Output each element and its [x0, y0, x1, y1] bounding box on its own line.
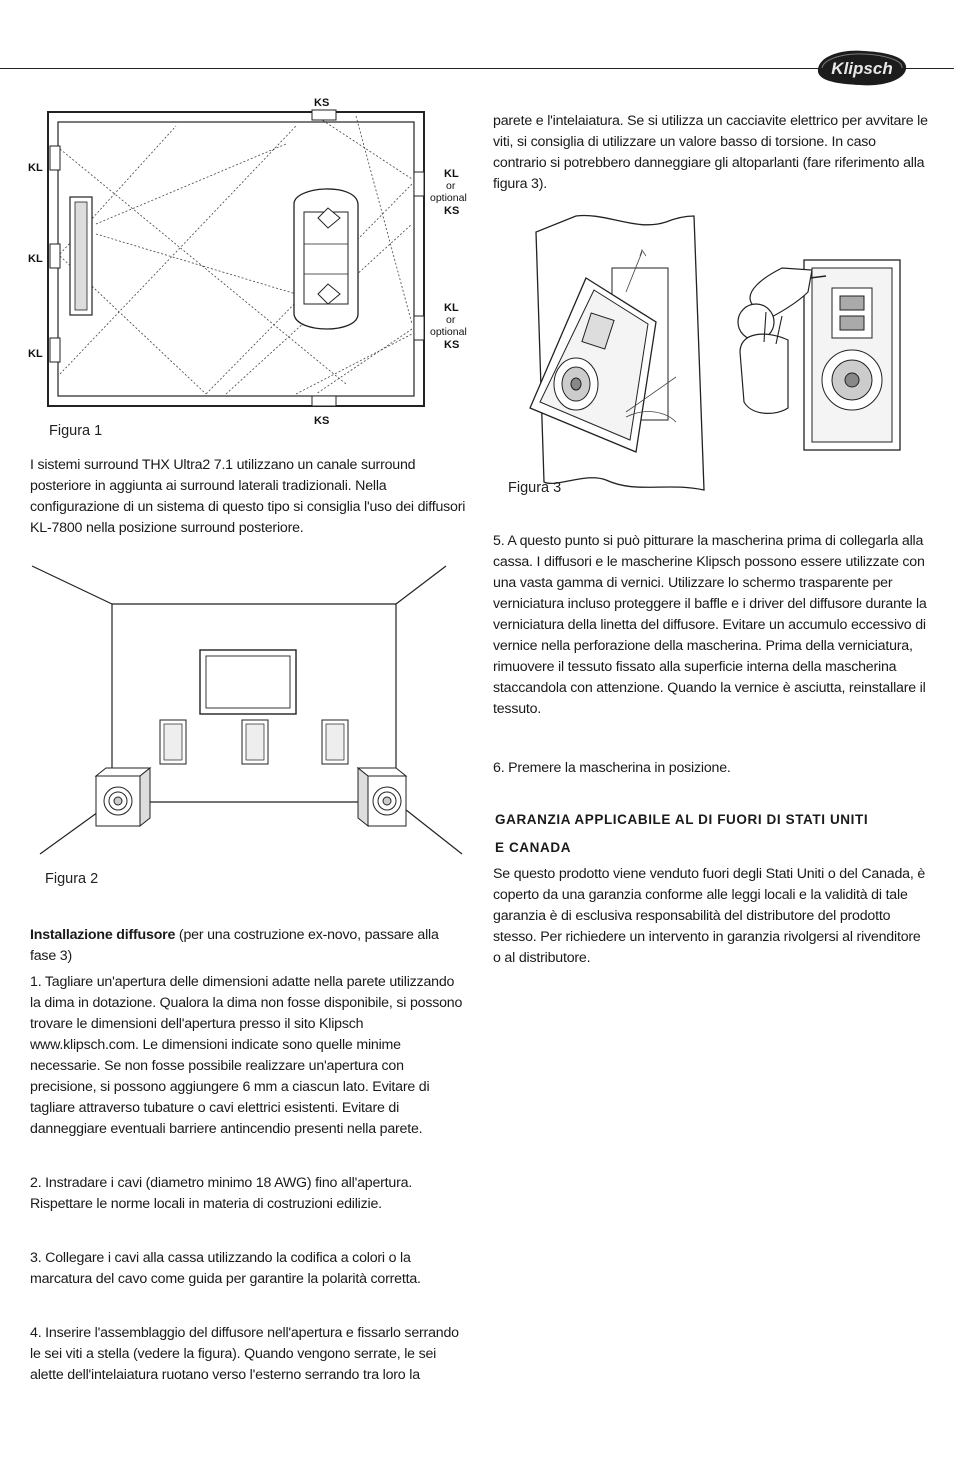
figure-2-caption: Figura 2 [45, 871, 99, 887]
svg-text:KL: KL [28, 348, 43, 360]
svg-text:or: or [446, 180, 456, 192]
svg-text:KS: KS [444, 339, 460, 351]
svg-text:KL: KL [28, 253, 43, 265]
intro-paragraph: I sistemi surround THX Ultra2 7.1 utilizzano un canale surround posteriore in aggiunta ai surround laterali tradizionali. Nella configurazione di un sistema di questo tipo si consiglia l'uso dei diffusori KL-7800 nella posizione surround posteriore. [30, 457, 466, 536]
step-4-continued: parete e l'intelaiatura. Se si utilizza un cacciavite elettrico per avvitare le viti, si consiglia di utilizzare un valore basso di torsione. In caso contrario si potrebbero danneggiare gli altoparlanti (fare riferimento alla figura 3). [493, 113, 928, 192]
figure-1-room-diagram [26, 94, 480, 446]
install-step-1: 1. Tagliare un'apertura delle dimensioni adatte nella parete utilizzando la dima in dotazione. Qualora la dima non fosse disponibile, si possono trovare le dimensioni dell'apertura presso il sito Klipsch www.klipsch.com. Le dimensioni indicate sono quelle minime necessarie. Se non fosse possibile realizzare un'apertura con precisione, si possono aggiungere 6 mm a ciascun lato. Evitare di tagliare attraverso tubature o cavi elettrici esistenti. Evitare di danneggiare eventuali barriere antincendio presenti nella parete. [30, 974, 463, 1137]
install-step-3: 3. Collegare i cavi alla cassa utilizzando la codifica a colori o la marcatura del cavo come guida per garantire la polarità corretta. [30, 1250, 421, 1287]
warranty-heading-line-2: E CANADA [495, 840, 572, 855]
step-6: 6. Premere la mascherina in posizione. [493, 760, 731, 776]
svg-text:KL: KL [444, 302, 459, 314]
figure-1-caption: Figura 1 [49, 423, 103, 439]
figure-3-install-illustration [526, 212, 910, 496]
svg-text:optional: optional [430, 326, 467, 338]
install-subtitle: (per una costruzione ex-novo, passare alla fase 3) [30, 927, 439, 964]
warranty-heading-line-1: GARANZIA APPLICABILE AL DI FUORI DI STATI UNITI [495, 812, 869, 827]
svg-text:KL: KL [444, 168, 459, 180]
svg-text:KS: KS [444, 205, 460, 217]
svg-text:KS: KS [314, 97, 330, 109]
header-rule [0, 68, 954, 69]
install-intro [30, 925, 468, 967]
klipsch-logo [814, 47, 910, 89]
svg-text:KS: KS [314, 415, 330, 427]
svg-text:Klipsch: Klipsch [831, 59, 893, 78]
svg-text:KL: KL [28, 162, 43, 174]
install-step-2: 2. Instradare i cavi (diametro minimo 18 AWG) fino all'apertura. Rispettare le norme locali in materia di costruzioni edilizie. [30, 1175, 413, 1212]
svg-text:or: or [446, 314, 456, 326]
figure-2-room-perspective [30, 564, 466, 860]
warranty-text: Se questo prodotto viene venduto fuori degli Stati Uniti o del Canada, è coperto da una garanzia conforme alle leggi locali e la validità di tale garanzia è di esclusiva responsabilità del distributore del prodotto stesso. Per richiedere un intervento in garanzia rivolgersi al rivenditore o al distributore. [493, 866, 926, 966]
svg-text:optional: optional [430, 192, 467, 204]
warranty-heading [495, 806, 931, 862]
install-step-4: 4. Inserire l'assemblaggio del diffusore nell'apertura e fissarlo serrando le sei viti a stella (vedere la figura). Quando vengono serrate, le sei alette dell'intelaiatura ruotano verso l'esterno serrando tra loro la [30, 1325, 459, 1383]
step-5: 5. A questo punto si può pitturare la mascherina prima di collegarla alla cassa. I diffusori e le mascherine Klipsch possono essere utilizzate con una vasta gamma di vernici. Utilizzare lo schermo trasparente per verniciatura incluso proteggere il baffle e i driver del diffusore durante la verniciatura della linetta del diffusore. Evitare un accumulo eccessivo di vernice nella perforazione della mascherina. Prima della verniciatura, rimuovere il tessuto fissato alla superficie interna della mascherina staccandola con attenzione. Quando la vernice è asciutta, reinstallare il tessuto. [493, 533, 927, 717]
figure-3-caption: Figura 3 [508, 480, 562, 496]
install-title: Installazione diffusore [30, 927, 176, 943]
